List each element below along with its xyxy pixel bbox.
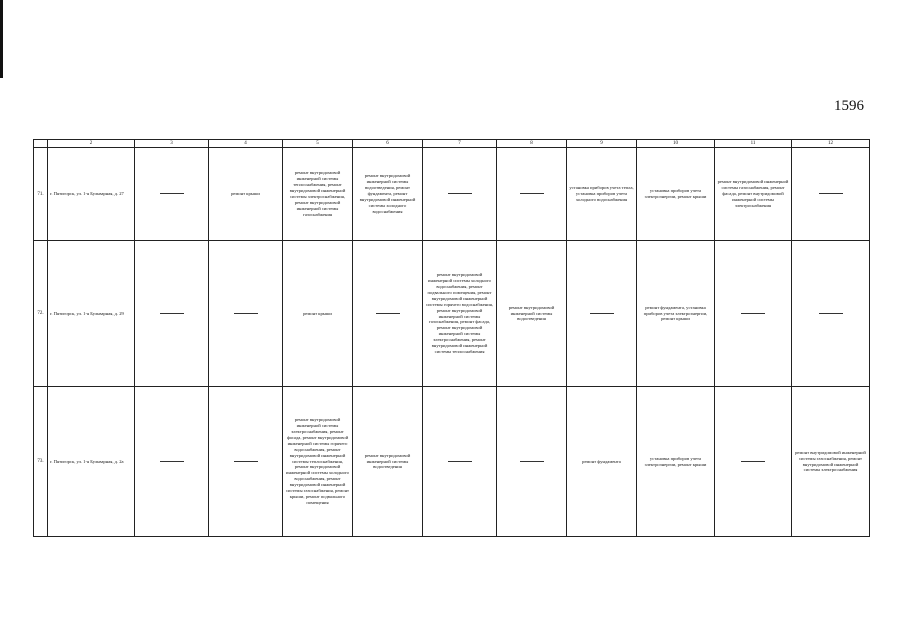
empty-cell [567,241,637,387]
dash-mark [376,313,400,314]
table-row [34,241,870,387]
dash-mark [160,313,184,314]
column-header [34,140,48,148]
column-header: 8 [497,140,567,148]
dash-mark [234,313,258,314]
column-header: 12 [792,140,870,148]
dash-mark [819,313,843,314]
dash-mark [234,461,258,462]
page-edge-mark [0,0,3,78]
work-cell: ремонт внутридомовой инженерной системы теплоснабжения, ремонт внутридомовой инженерной системы электроснабжения, ремонт внутридомовой инженерной системы газоснабжения [283,148,353,241]
page-number: 1596 [834,98,864,114]
dash-mark [590,313,614,314]
empty-cell [135,387,209,537]
row-number: 71. [34,148,48,241]
column-header: 5 [283,140,353,148]
work-cell: ремонт внутридомовой инженерной системы водоотведения [497,241,567,387]
address-cell: г. Пятигорск, ул. 1-я Бульварная, д. 27 [48,148,135,241]
work-cell: ремонт внутридомовой инженерной системы газоснабжения, ремонт фасада, ремонт внутридомовой инженерной системы электроснабжения [715,148,792,241]
empty-cell [135,148,209,241]
work-cell: ремонт фундамента, установка приборов учета электроэнергии, ремонт крыши [637,241,715,387]
repair-schedule-table [33,139,870,537]
work-cell: ремонт крыши [209,148,283,241]
work-cell: установка приборов учета тепла, установка приборов учета холодного водоснабжения [567,148,637,241]
column-header: 7 [423,140,497,148]
address-cell: г. Пятигорск, ул. 1-я Бульварная, д. 2а [48,387,135,537]
column-number-row [34,140,870,148]
work-cell: ремонт крыши [283,241,353,387]
dash-mark [448,461,472,462]
column-header: 10 [637,140,715,148]
dash-mark [160,193,184,194]
empty-cell [209,387,283,537]
empty-cell [423,148,497,241]
column-header: 3 [135,140,209,148]
empty-cell [715,241,792,387]
column-header: 4 [209,140,283,148]
dash-mark [160,461,184,462]
address-cell: г. Пятигорск, ул. 1-я Бульварная, д. 29 [48,241,135,387]
work-cell: установка приборов учета электроэнергии, ремонт крыши [637,148,715,241]
empty-cell [792,148,870,241]
table-row [34,148,870,241]
empty-cell [135,241,209,387]
empty-cell [497,387,567,537]
empty-cell [209,241,283,387]
work-cell: ремонт внутридомовой инженерной системы газоснабжения, ремонт внутридомовой инженерной системы электроснабжения [792,387,870,537]
dash-mark [819,193,843,194]
work-cell: ремонт внутридомовой инженерной системы холодного водоснабжения, ремонт подвального помещения, ремонт внутридомовой инженерной системы горячего водоснабжения, ремонт внутридомовой инженерной системы газоснабжения, ремонт фасада, ремонт внутридомовой инженерной системы электроснабжения, ремонт внутридомовой инженерной системы теплоснабжения [423,241,497,387]
column-header: 9 [567,140,637,148]
empty-cell [715,387,792,537]
column-header: 6 [353,140,423,148]
dash-mark [448,193,472,194]
work-cell: ремонт внутридомовой инженерной системы электроснабжения, ремонт фасада, ремонт внутридомовой инженерной системы горячего водоснабжения, ремонт внутридомовой инженерной системы теплоснабжения, ремонт внутридомовой инженерной системы холодного водоснабжения, ремонт внутридомовой инженерной системы газоснабжения, ремонт крыши, ремонт подвального помещения [283,387,353,537]
table-row [34,387,870,537]
work-cell: установка приборов учета электроэнергии, ремонт крыши [637,387,715,537]
empty-cell [423,387,497,537]
dash-mark [741,313,765,314]
row-number: 73. [34,387,48,537]
column-header: 11 [715,140,792,148]
empty-cell [792,241,870,387]
dash-mark [520,193,544,194]
dash-mark [741,461,765,462]
empty-cell [353,241,423,387]
work-cell: ремонт внутридомовой инженерной системы водоотведения, ремонт фундамента, ремонт внутридомовой инженерной системы холодного водоснабжения [353,148,423,241]
dash-mark [520,461,544,462]
work-cell: ремонт внутридомовой инженерной системы водоотведения [353,387,423,537]
column-header: 2 [48,140,135,148]
empty-cell [497,148,567,241]
row-number: 72. [34,241,48,387]
work-cell: ремонт фундамента [567,387,637,537]
